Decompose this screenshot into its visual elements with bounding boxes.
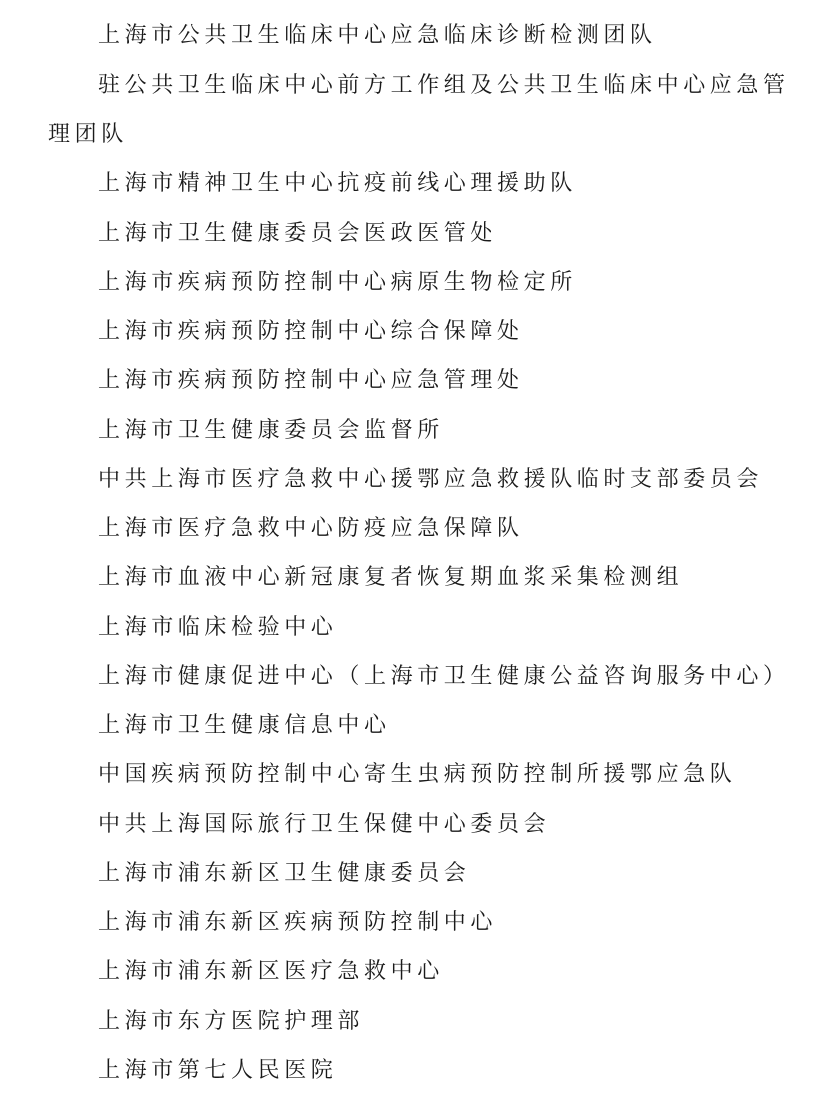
org-line: 中国疾病预防控制中心寄生虫病预防控制所援鄂应急队: [98, 762, 737, 787]
org-line-continuation: 理团队: [48, 122, 128, 147]
org-line: 上海市医疗急救中心防疫应急保障队: [98, 516, 524, 541]
org-line: 上海市浦东新区卫生健康委员会: [98, 861, 471, 886]
org-line: 上海市东方医院护理部: [98, 1009, 365, 1034]
org-line: 上海市浦东新区医疗急救中心: [98, 959, 444, 984]
org-line: 上海市卫生健康委员会医政医管处: [98, 221, 498, 246]
org-line: 中共上海国际旅行卫生保健中心委员会: [98, 812, 551, 837]
org-line: 驻公共卫生临床中心前方工作组及公共卫生临床中心应急管: [98, 73, 790, 98]
org-line: 上海市公共卫生临床中心应急临床诊断检测团队: [98, 23, 657, 48]
org-line: 上海市疾病预防控制中心病原生物检定所: [98, 270, 577, 295]
org-line: 上海市第七人民医院: [98, 1058, 338, 1083]
org-line: 上海市精神卫生中心抗疫前线心理援助队: [98, 171, 577, 196]
org-line: 上海市浦东新区疾病预防控制中心: [98, 910, 498, 935]
org-line: 上海市临床检验中心: [98, 615, 338, 640]
org-line: 上海市健康促进中心（上海市卫生健康公益咨询服务中心）: [98, 664, 790, 689]
org-line: 上海市疾病预防控制中心综合保障处: [98, 319, 524, 344]
org-line: 中共上海市医疗急救中心援鄂应急救援队临时支部委员会: [98, 467, 764, 492]
org-line: 上海市卫生健康信息中心: [98, 713, 391, 738]
org-line: 上海市血液中心新冠康复者恢复期血浆采集检测组: [98, 565, 684, 590]
org-line: 上海市卫生健康委员会监督所: [98, 418, 444, 443]
org-line: 上海市疾病预防控制中心应急管理处: [98, 368, 524, 393]
